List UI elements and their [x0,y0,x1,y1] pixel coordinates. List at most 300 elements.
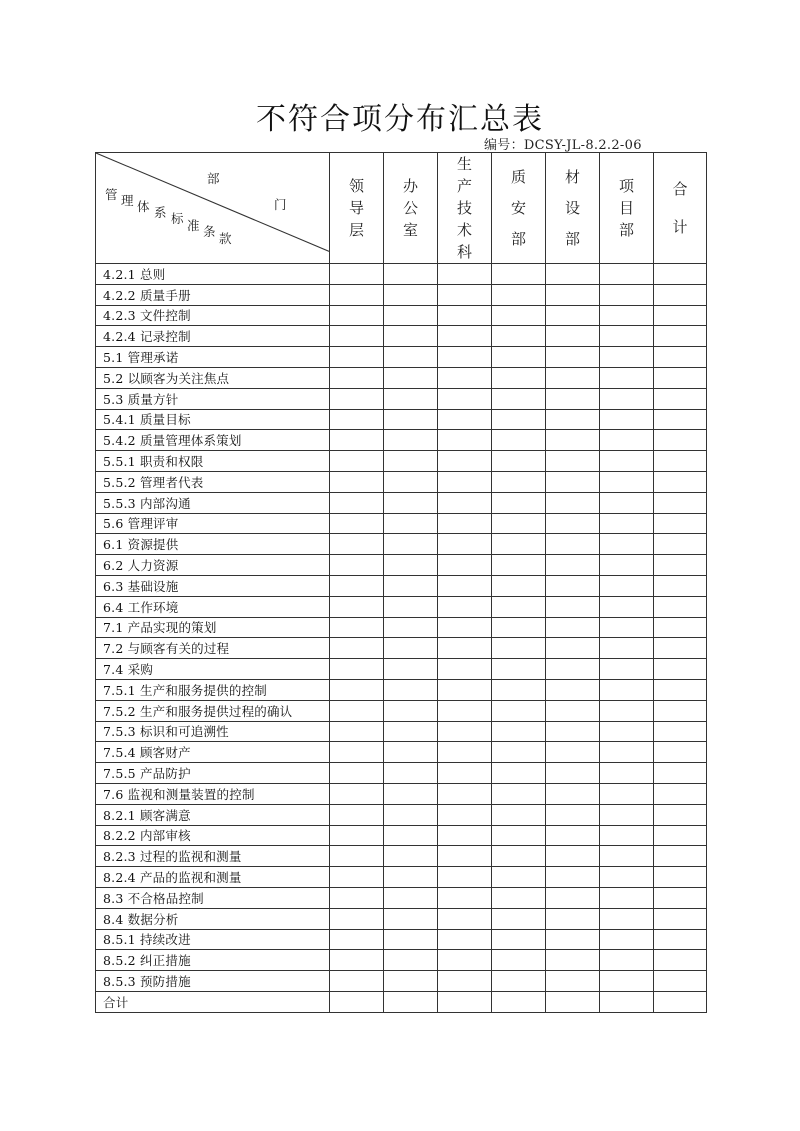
count-cell[interactable] [492,555,546,576]
count-cell[interactable] [330,887,384,908]
count-cell[interactable] [438,305,492,326]
count-cell[interactable] [600,388,654,409]
clause-label-cell: 5.5.3 内部沟通 [96,492,330,513]
count-cell[interactable] [330,783,384,804]
count-cell[interactable] [600,721,654,742]
count-cell[interactable] [546,347,600,368]
table-row [96,617,707,638]
count-cell[interactable] [546,367,600,388]
count-cell[interactable] [654,908,707,929]
count-cell[interactable] [546,388,600,409]
count-cell[interactable] [330,679,384,700]
count-cell[interactable] [546,783,600,804]
table-row [96,659,707,680]
count-cell[interactable] [600,305,654,326]
count-cell[interactable] [330,513,384,534]
count-cell[interactable] [438,908,492,929]
count-cell[interactable] [600,991,654,1012]
count-cell[interactable] [438,471,492,492]
count-cell[interactable] [654,617,707,638]
count-cell[interactable] [546,638,600,659]
count-cell[interactable] [546,430,600,451]
count-cell[interactable] [654,679,707,700]
count-cell[interactable] [600,825,654,846]
count-cell[interactable] [384,305,438,326]
count-cell[interactable] [384,950,438,971]
count-cell[interactable] [438,887,492,908]
dept-header-materials-equipment [546,153,600,264]
count-cell[interactable] [600,950,654,971]
count-cell[interactable] [492,991,546,1012]
count-cell[interactable] [438,409,492,430]
count-cell[interactable] [492,388,546,409]
diagonal-label-standard-char: 系 [154,205,167,220]
count-cell[interactable] [384,575,438,596]
count-cell[interactable] [492,451,546,472]
count-cell[interactable] [330,347,384,368]
count-cell[interactable] [384,721,438,742]
table-row [96,555,707,576]
count-cell[interactable] [492,950,546,971]
count-cell[interactable] [546,804,600,825]
count-cell[interactable] [384,742,438,763]
count-cell[interactable] [438,347,492,368]
count-cell[interactable] [600,451,654,472]
clause-label-cell: 5.4.1 质量目标 [96,409,330,430]
count-cell[interactable] [492,284,546,305]
count-cell[interactable] [600,430,654,451]
count-cell[interactable] [654,596,707,617]
count-cell[interactable] [330,804,384,825]
count-cell[interactable] [600,492,654,513]
dept-header-char: 公 [402,199,418,217]
count-cell[interactable] [384,846,438,867]
clause-label-cell: 8.2.4 产品的监视和测量 [96,867,330,888]
count-cell[interactable] [654,763,707,784]
count-cell[interactable] [384,867,438,888]
count-cell[interactable] [330,284,384,305]
count-cell[interactable] [330,950,384,971]
count-cell[interactable] [492,804,546,825]
count-cell[interactable] [654,700,707,721]
count-cell[interactable] [330,492,384,513]
clause-label-cell: 5.5.2 管理者代表 [96,471,330,492]
count-cell[interactable] [546,908,600,929]
count-cell[interactable] [384,596,438,617]
dept-header-production-tech [438,153,492,264]
count-cell[interactable] [654,409,707,430]
table-row [96,908,707,929]
count-cell[interactable] [330,409,384,430]
count-cell[interactable] [492,846,546,867]
count-cell[interactable] [384,347,438,368]
count-cell[interactable] [654,264,707,285]
diagonal-label-department-right: 门 [274,197,287,212]
dept-header-char: 部 [510,229,526,248]
count-cell[interactable] [546,887,600,908]
count-cell[interactable] [546,991,600,1012]
count-cell[interactable] [600,929,654,950]
count-cell[interactable] [600,659,654,680]
count-cell[interactable] [492,347,546,368]
count-cell[interactable] [438,596,492,617]
count-cell[interactable] [438,659,492,680]
count-cell[interactable] [546,492,600,513]
count-cell[interactable] [600,409,654,430]
count-cell[interactable] [546,950,600,971]
count-cell[interactable] [330,825,384,846]
count-cell[interactable] [546,617,600,638]
count-cell[interactable] [330,326,384,347]
count-cell[interactable] [546,471,600,492]
count-cell[interactable] [384,991,438,1012]
count-cell[interactable] [330,430,384,451]
count-cell[interactable] [600,867,654,888]
count-cell[interactable] [384,617,438,638]
count-cell[interactable] [654,284,707,305]
count-cell[interactable] [546,742,600,763]
count-cell[interactable] [546,575,600,596]
count-cell[interactable] [492,575,546,596]
count-cell[interactable] [492,409,546,430]
count-cell[interactable] [330,596,384,617]
count-cell[interactable] [654,887,707,908]
diagonal-label-department-top: 部 [207,171,220,186]
diagonal-label-standard-char: 标 [171,211,184,226]
count-cell[interactable] [546,659,600,680]
count-cell[interactable] [654,305,707,326]
count-cell[interactable] [654,991,707,1012]
count-cell[interactable] [492,763,546,784]
clause-label-cell: 5.6 管理评审 [96,513,330,534]
count-cell[interactable] [384,409,438,430]
count-cell[interactable] [654,451,707,472]
count-cell[interactable] [546,929,600,950]
dept-header-char: 合 [672,180,688,198]
count-cell[interactable] [600,596,654,617]
dept-header-char: 项 [618,177,634,195]
count-cell[interactable] [546,971,600,992]
diagonal-label-standard-char: 准 [187,218,200,233]
count-cell[interactable] [600,700,654,721]
count-cell[interactable] [600,367,654,388]
clause-label-cell: 7.2 与顾客有关的过程 [96,638,330,659]
count-cell[interactable] [492,700,546,721]
count-cell[interactable] [384,638,438,659]
count-cell[interactable] [438,513,492,534]
count-cell[interactable] [654,388,707,409]
count-cell[interactable] [384,367,438,388]
count-cell[interactable] [546,284,600,305]
table-row [96,638,707,659]
count-cell[interactable] [330,388,384,409]
count-cell[interactable] [600,763,654,784]
table-row [96,326,707,347]
count-cell[interactable] [438,534,492,555]
count-cell[interactable] [438,742,492,763]
count-cell[interactable] [492,534,546,555]
count-cell[interactable] [492,867,546,888]
count-cell[interactable] [438,971,492,992]
count-cell[interactable] [330,929,384,950]
table-row [96,305,707,326]
dept-header-char: 科 [456,243,472,261]
count-cell[interactable] [492,825,546,846]
dept-header-office [384,153,438,264]
count-cell[interactable] [492,638,546,659]
count-cell[interactable] [492,326,546,347]
count-cell[interactable] [654,721,707,742]
count-cell[interactable] [384,783,438,804]
count-cell[interactable] [492,971,546,992]
count-cell[interactable] [438,763,492,784]
count-cell[interactable] [546,825,600,846]
count-cell[interactable] [600,679,654,700]
count-cell[interactable] [330,305,384,326]
clause-label-cell: 7.4 采购 [96,659,330,680]
count-cell[interactable] [330,659,384,680]
count-cell[interactable] [600,575,654,596]
count-cell[interactable] [654,867,707,888]
count-cell[interactable] [600,264,654,285]
count-cell[interactable] [330,617,384,638]
dept-header-char: 安 [510,198,526,217]
count-cell[interactable] [492,367,546,388]
count-cell[interactable] [654,742,707,763]
count-cell[interactable] [330,846,384,867]
count-cell[interactable] [384,887,438,908]
count-cell[interactable] [438,555,492,576]
count-cell[interactable] [654,929,707,950]
dept-header-char: 质 [510,167,526,186]
count-cell[interactable] [492,513,546,534]
count-cell[interactable] [330,534,384,555]
clause-label-cell: 8.2.2 内部审核 [96,825,330,846]
diagonal-label-standard-char: 款 [219,231,232,246]
count-cell[interactable] [492,742,546,763]
count-cell[interactable] [492,492,546,513]
count-cell[interactable] [330,991,384,1012]
count-cell[interactable] [546,451,600,472]
count-cell[interactable] [654,534,707,555]
count-cell[interactable] [654,513,707,534]
count-cell[interactable] [654,492,707,513]
count-cell[interactable] [546,264,600,285]
diagonal-label-standard-char: 理 [121,193,134,208]
count-cell[interactable] [330,721,384,742]
count-cell[interactable] [600,347,654,368]
count-cell[interactable] [330,971,384,992]
dept-header-project [600,153,654,264]
count-cell[interactable] [384,908,438,929]
count-cell[interactable] [492,305,546,326]
count-cell[interactable] [600,617,654,638]
count-cell[interactable] [384,700,438,721]
count-cell[interactable] [384,264,438,285]
count-cell[interactable] [546,555,600,576]
count-cell[interactable] [600,326,654,347]
count-cell[interactable] [600,804,654,825]
count-cell[interactable] [438,638,492,659]
count-cell[interactable] [654,471,707,492]
table-row [96,700,707,721]
count-cell[interactable] [654,825,707,846]
count-cell[interactable] [438,326,492,347]
count-cell[interactable] [384,929,438,950]
count-cell[interactable] [492,783,546,804]
count-cell[interactable] [438,825,492,846]
count-cell[interactable] [438,846,492,867]
count-cell[interactable] [384,534,438,555]
count-cell[interactable] [384,513,438,534]
count-cell[interactable] [492,659,546,680]
count-cell[interactable] [546,867,600,888]
count-cell[interactable] [546,305,600,326]
count-cell[interactable] [546,326,600,347]
count-cell[interactable] [438,721,492,742]
count-cell[interactable] [546,721,600,742]
count-cell[interactable] [600,555,654,576]
count-cell[interactable] [546,596,600,617]
count-cell[interactable] [330,264,384,285]
count-cell[interactable] [492,929,546,950]
count-cell[interactable] [438,929,492,950]
dept-header-char: 导 [348,199,364,217]
count-cell[interactable] [600,742,654,763]
table-row [96,846,707,867]
count-cell[interactable] [384,659,438,680]
count-cell[interactable] [438,679,492,700]
count-cell[interactable] [654,971,707,992]
count-cell[interactable] [330,742,384,763]
count-cell[interactable] [384,471,438,492]
count-cell[interactable] [330,367,384,388]
count-cell[interactable] [330,700,384,721]
count-cell[interactable] [492,721,546,742]
count-cell[interactable] [600,284,654,305]
count-cell[interactable] [492,887,546,908]
count-cell[interactable] [600,783,654,804]
count-cell[interactable] [654,846,707,867]
count-cell[interactable] [654,783,707,804]
clause-label-cell: 7.1 产品实现的策划 [96,617,330,638]
count-cell[interactable] [600,846,654,867]
count-cell[interactable] [330,451,384,472]
count-cell[interactable] [492,430,546,451]
count-cell[interactable] [438,700,492,721]
count-cell[interactable] [654,638,707,659]
count-cell[interactable] [546,763,600,784]
count-cell[interactable] [330,763,384,784]
clause-label-cell: 5.4.2 质量管理体系策划 [96,430,330,451]
count-cell[interactable] [438,284,492,305]
count-cell[interactable] [546,679,600,700]
clause-label-cell: 4.2.3 文件控制 [96,305,330,326]
count-cell[interactable] [438,430,492,451]
count-cell[interactable] [654,950,707,971]
count-cell[interactable] [330,638,384,659]
count-cell[interactable] [384,388,438,409]
count-cell[interactable] [600,513,654,534]
count-cell[interactable] [654,575,707,596]
count-cell[interactable] [438,575,492,596]
diagonal-label-standard-char: 管 [105,187,118,202]
count-cell[interactable] [492,596,546,617]
count-cell[interactable] [600,908,654,929]
count-cell[interactable] [546,700,600,721]
count-cell[interactable] [384,430,438,451]
table-row [96,284,707,305]
count-cell[interactable] [546,534,600,555]
count-cell[interactable] [600,471,654,492]
count-cell[interactable] [384,971,438,992]
count-cell[interactable] [438,950,492,971]
dept-header-char: 材 [564,167,580,186]
count-cell[interactable] [654,347,707,368]
count-cell[interactable] [330,867,384,888]
count-cell[interactable] [654,326,707,347]
dept-header-char: 部 [618,221,634,239]
count-cell[interactable] [438,264,492,285]
count-cell[interactable] [438,451,492,472]
count-cell[interactable] [654,804,707,825]
count-cell[interactable] [492,264,546,285]
count-cell[interactable] [492,617,546,638]
count-cell[interactable] [330,555,384,576]
count-cell[interactable] [438,367,492,388]
count-cell[interactable] [546,513,600,534]
count-cell[interactable] [654,555,707,576]
count-cell[interactable] [384,679,438,700]
count-cell[interactable] [438,867,492,888]
count-cell[interactable] [330,471,384,492]
count-cell[interactable] [492,908,546,929]
clause-label-cell: 6.2 人力资源 [96,555,330,576]
count-cell[interactable] [546,409,600,430]
clause-label-cell: 6.1 资源提供 [96,534,330,555]
count-cell[interactable] [600,534,654,555]
dept-header-char: 生 [456,155,472,173]
count-cell[interactable] [384,284,438,305]
count-cell[interactable] [330,908,384,929]
count-cell[interactable] [492,471,546,492]
table-row [96,451,707,472]
count-cell[interactable] [384,763,438,784]
clause-label-cell: 8.4 数据分析 [96,908,330,929]
count-cell[interactable] [384,555,438,576]
count-cell[interactable] [384,804,438,825]
count-cell[interactable] [438,388,492,409]
count-cell[interactable] [546,846,600,867]
count-cell[interactable] [654,430,707,451]
count-cell[interactable] [384,492,438,513]
count-cell[interactable] [654,659,707,680]
count-cell[interactable] [384,451,438,472]
count-cell[interactable] [654,367,707,388]
count-cell[interactable] [438,783,492,804]
count-cell[interactable] [384,326,438,347]
count-cell[interactable] [330,575,384,596]
count-cell[interactable] [600,971,654,992]
count-cell[interactable] [438,991,492,1012]
count-cell[interactable] [492,679,546,700]
count-cell[interactable] [384,825,438,846]
count-cell[interactable] [438,492,492,513]
count-cell[interactable] [600,638,654,659]
count-cell[interactable] [600,887,654,908]
count-cell[interactable] [438,617,492,638]
count-cell[interactable] [438,804,492,825]
